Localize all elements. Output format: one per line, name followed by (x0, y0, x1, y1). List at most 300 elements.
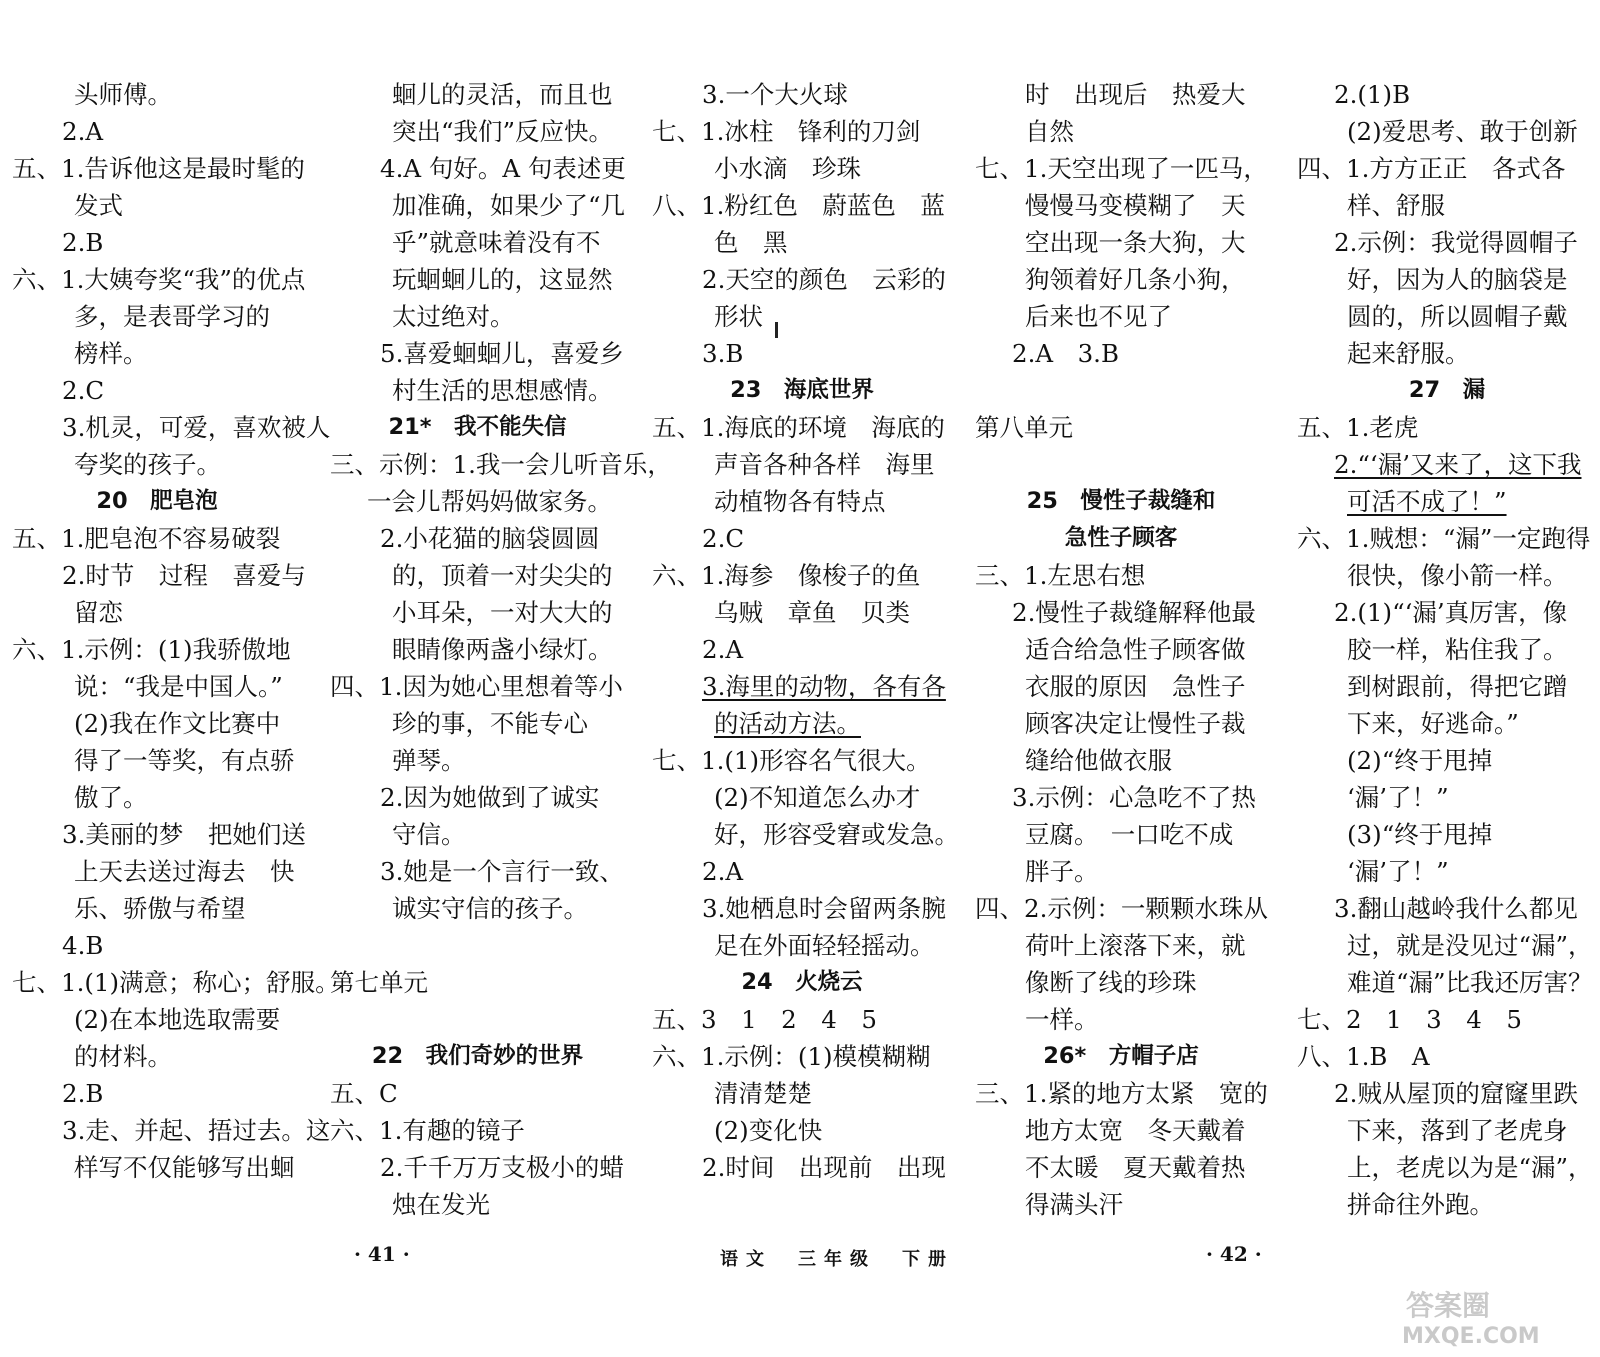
answer-line (975, 742, 1267, 779)
answer-line (1297, 927, 1597, 964)
answer-line (12, 705, 302, 742)
answer-text: 八、1.粉红色 蔚蓝色 蓝 (652, 191, 945, 220)
page-number-41: · 41 · (354, 1242, 410, 1266)
answer-text: 顾客决定让慢性子裁 (1025, 709, 1246, 738)
answer-line (330, 520, 625, 557)
answer-line (330, 224, 625, 261)
answer-line (975, 631, 1267, 668)
answer-line (975, 76, 1267, 113)
spacer (330, 927, 625, 964)
answer-line (652, 927, 952, 964)
answer-line (12, 1149, 302, 1186)
answer-line (1297, 1075, 1597, 1112)
answer-line (1297, 187, 1597, 224)
answer-text: 2.A (702, 635, 744, 664)
answer-text: 2.“‘漏’又来了，这下我 (1334, 450, 1582, 479)
answer-text: 缝给他做衣服 (1025, 746, 1172, 775)
answer-line (1297, 705, 1597, 742)
answer-text: 23 海底世界 (730, 377, 874, 403)
answer-text: 形状 (714, 302, 763, 331)
answer-line (330, 150, 625, 187)
answer-line (12, 742, 302, 779)
answer-line (652, 742, 952, 779)
answer-text: 五、3 1 2 4 5 (652, 1005, 877, 1034)
answer-line (975, 964, 1267, 1001)
answer-text: 六、1.有趣的镜子 (330, 1116, 525, 1145)
answer-text: 2.贼从屋顶的窟窿里跌 (1334, 1079, 1578, 1108)
answer-line (330, 853, 625, 890)
answer-text: 眼睛像两盏小绿灯。 (392, 635, 613, 664)
answer-line (652, 557, 952, 594)
answer-text: 难道“漏”比我还厉害？ (1347, 968, 1593, 997)
answer-line (975, 187, 1267, 224)
answer-text: 四、1.因为她心里想着等小 (330, 672, 623, 701)
answer-line (12, 779, 302, 816)
answer-text: 过，就是没见过“漏”， (1347, 931, 1593, 960)
answer-text: 头师傅。 (74, 80, 172, 109)
answer-line (652, 1112, 952, 1149)
answer-line (652, 520, 952, 557)
watermark-logo-text: 答案圈 (1406, 1289, 1491, 1322)
answer-text: 榜样。 (74, 339, 148, 368)
answer-text: 2.A 3.B (1012, 339, 1119, 368)
answer-text: 三、1.左思右想 (975, 561, 1146, 590)
answer-text: 四、2.示例：一颗颗水珠从 (975, 894, 1268, 923)
answer-text: 自然 (1025, 117, 1074, 146)
answer-line (1297, 668, 1597, 705)
answer-line (1297, 298, 1597, 335)
answer-text: 四、1.方方正正 各式各 (1297, 154, 1566, 183)
answer-text: 3.她是一个言行一致、 (380, 857, 624, 886)
answer-text: 五、C (330, 1079, 398, 1108)
answer-line (652, 76, 952, 113)
answer-line (652, 113, 952, 150)
answer-text: 村生活的思想感情。 (392, 376, 613, 405)
answer-line (652, 446, 952, 483)
lesson-heading (652, 964, 952, 1001)
answer-text: (2)我在作文比赛中 (74, 709, 281, 738)
answer-text: 25 慢性子裁缝和 (1026, 488, 1216, 514)
spacer (330, 1001, 625, 1038)
answer-line (12, 298, 302, 335)
answer-text: 很快，像小箭一样。 (1347, 561, 1568, 590)
answer-text: 突出“我们”反应快。 (392, 117, 614, 146)
answer-line (975, 557, 1267, 594)
answer-line (330, 1112, 625, 1149)
answer-line (330, 1149, 625, 1186)
answer-text: 2.因为她做到了诚实 (380, 783, 600, 812)
answer-text: 3.B (702, 339, 744, 368)
answer-text: 傲了。 (74, 783, 148, 812)
answer-text: 3.美丽的梦 把她们送 (62, 820, 306, 849)
answer-text: 空出现一条大狗，大 (1025, 228, 1246, 257)
answer-text: 六、1.海参 像梭子的鱼 (652, 561, 921, 590)
answer-text: ‘漏’了！” (1347, 857, 1449, 886)
watermark-text: MXQE.COM (1402, 1324, 1540, 1349)
answer-text: 26* 方帽子店 (1043, 1043, 1199, 1069)
answer-line (652, 409, 952, 446)
answer-text: 24 火烧云 (741, 969, 863, 995)
answer-text: 三、示例：1.我一会儿听音乐， (330, 450, 672, 479)
answer-line (330, 446, 672, 483)
answer-text: 六、1.示例：(1)我骄傲地 (12, 635, 291, 664)
answer-text: 2.天空的颜色 云彩的 (702, 265, 946, 294)
answer-text: 六、1.大姨夸奖“我”的优点 (12, 265, 306, 294)
answer-line (1297, 742, 1597, 779)
answer-line (1297, 594, 1597, 631)
answer-line (330, 816, 625, 853)
answer-column-1 (12, 76, 340, 1186)
answer-line (330, 113, 625, 150)
answer-text: 3.海里的动物，各有各 (702, 672, 946, 701)
lesson-heading (330, 409, 625, 446)
answer-text: 夸奖的孩子。 (74, 450, 221, 479)
answer-text: 3.她栖息时会留两条腕 (702, 894, 946, 923)
answer-line (1297, 779, 1597, 816)
answer-text: 4.A 句好。A 句表述更 (380, 154, 626, 183)
answer-text: 动植物各有特点 (714, 487, 886, 516)
answer-text: 说：“我是中国人。” (74, 672, 283, 701)
answer-line (12, 1112, 331, 1149)
answer-text: 发式 (74, 191, 123, 220)
answer-line (652, 261, 952, 298)
answer-text: 样写不仅能够写出蛔 (74, 1153, 295, 1182)
answer-text: 的活动方法。 (714, 709, 861, 738)
answer-column-3 (652, 76, 959, 1186)
answer-text: (2)爱思考、敢于创新 (1347, 117, 1578, 146)
answer-text: 诚实守信的孩子。 (392, 894, 588, 923)
answer-line (652, 1038, 952, 1075)
answer-text: 2.慢性子裁缝解释他最 (1012, 598, 1256, 627)
answer-line (12, 113, 302, 150)
answer-text: 慢慢马变模糊了 天 (1025, 191, 1246, 220)
answer-line (652, 668, 952, 705)
answer-line (12, 1038, 302, 1075)
answer-line (975, 1186, 1267, 1223)
answer-text: 小耳朵，一对大大的 (392, 598, 613, 627)
answer-line (330, 779, 625, 816)
answer-text: 拼命往外跑。 (1347, 1190, 1494, 1219)
answer-line (12, 150, 305, 187)
answer-line (330, 594, 625, 631)
answer-text: 22 我们奇妙的世界 (371, 1043, 584, 1069)
answer-line (975, 705, 1267, 742)
answer-text: 2.A (62, 117, 104, 146)
answer-text: (2)在本地选取需要 (74, 1005, 281, 1034)
answer-text: 五、1.告诉他这是最时髦的 (12, 154, 305, 183)
answer-text: 七、1.冰柱 锋利的刀剑 (652, 117, 921, 146)
answer-text: 七、1.(1)形容名气很大。 (652, 746, 931, 775)
answer-text: 2.C (62, 376, 105, 405)
answer-line (1297, 224, 1597, 261)
answer-line (12, 594, 302, 631)
answer-text: 七、1.(1)满意；称心；舒服。 (12, 968, 340, 997)
answer-line (975, 224, 1267, 261)
answer-text: 2.C (702, 524, 745, 553)
answer-line (330, 890, 625, 927)
answer-text: 好，因为人的脑袋是 (1347, 265, 1568, 294)
answer-text: 一样。 (1025, 1005, 1099, 1034)
answer-text: 留恋 (74, 598, 123, 627)
answer-text: 20 肥皂泡 (96, 488, 218, 514)
spacer (975, 446, 1267, 483)
answer-text: 起来舒服。 (1347, 339, 1470, 368)
answer-line (12, 446, 302, 483)
answer-line (652, 816, 959, 853)
lesson-heading (975, 520, 1267, 557)
answer-text: 可活不成了！” (1347, 487, 1507, 516)
answer-text: ‘漏’了！” (1347, 783, 1449, 812)
answer-line (1297, 1112, 1597, 1149)
answer-text: 2.A (702, 857, 744, 886)
answer-text: 清清楚楚 (714, 1079, 812, 1108)
answer-text: 2.(1)B (1334, 80, 1411, 109)
answer-line (330, 261, 625, 298)
answer-line (1297, 1001, 1597, 1038)
answer-line (652, 631, 952, 668)
answer-text: 3.机灵，可爱，喜欢被人 (62, 413, 331, 442)
answer-text: 乐、骄傲与希望 (74, 894, 246, 923)
lesson-heading (330, 1038, 625, 1075)
answer-line (652, 298, 952, 335)
answer-line (652, 853, 952, 890)
answer-text: 乎”就意味着没有不 (392, 228, 601, 257)
answer-text: 时 出现后 热爱大 (1025, 80, 1246, 109)
answer-line (12, 1001, 302, 1038)
answer-text: 适合给急性子顾客做 (1025, 635, 1246, 664)
answer-line (330, 964, 625, 1001)
answer-line (330, 298, 625, 335)
answer-text: 的，顶着一对尖尖的 (392, 561, 613, 590)
answer-text: 小水滴 珍珠 (714, 154, 861, 183)
answer-line (330, 705, 625, 742)
answer-line (12, 520, 302, 557)
answer-line (1297, 890, 1597, 927)
answer-line (975, 853, 1267, 890)
answer-text: (2)不知道怎么办才 (714, 783, 921, 812)
answer-text: 胶一样，粘住我了。 (1347, 635, 1568, 664)
answer-text: 地方太宽 冬天戴着 (1025, 1116, 1246, 1145)
answer-text: 乌贼 章鱼 贝类 (714, 598, 910, 627)
answer-text: 色 黑 (714, 228, 788, 257)
answer-line (330, 742, 625, 779)
book-title: 语文 三年级 下册 (720, 1249, 954, 1270)
answer-text: 到树跟前，得把它蹭 (1347, 672, 1568, 701)
answer-text: 珍的事，不能专心 (392, 709, 588, 738)
answer-text: 5.喜爱蛔蛔儿，喜爱乡 (380, 339, 624, 368)
answer-line (1297, 964, 1597, 1001)
answer-line (1297, 1186, 1597, 1223)
answer-line (975, 335, 1267, 372)
answer-text: 荷叶上滚落下来，就 (1025, 931, 1246, 960)
answer-text: 2.小花猫的脑袋圆圆 (380, 524, 600, 553)
answer-line (1297, 557, 1597, 594)
answer-line (652, 224, 952, 261)
answer-line (652, 890, 952, 927)
answer-column-5 (1297, 76, 1597, 1223)
answer-line (975, 927, 1267, 964)
answer-line (330, 76, 625, 113)
answer-line (652, 483, 952, 520)
answer-text: 得满头汗 (1025, 1190, 1123, 1219)
answer-text: 第八单元 (975, 413, 1073, 442)
watermark-logo (1398, 1283, 1568, 1349)
answer-line (975, 1149, 1267, 1186)
answer-text: 足在外面轻轻摇动。 (714, 931, 935, 960)
answer-text: 五、1.肥皂泡不容易破裂 (12, 524, 281, 553)
answer-text: 太过绝对。 (392, 302, 515, 331)
answer-line (652, 1001, 952, 1038)
answer-line (330, 372, 625, 409)
answer-text: 七、2 1 3 4 5 (1297, 1005, 1522, 1034)
answer-text: 胖子。 (1025, 857, 1099, 886)
page-number-42: · 42 · (1206, 1242, 1262, 1266)
answer-line (975, 1075, 1267, 1112)
answer-text: 2.B (62, 1079, 104, 1108)
stray-pen-mark (775, 322, 778, 338)
answer-line (12, 76, 302, 113)
answer-line (330, 668, 625, 705)
answer-text: 守信。 (392, 820, 466, 849)
answer-text: 不太暖 夏天戴着热 (1025, 1153, 1246, 1182)
answer-line (652, 335, 952, 372)
answer-text: 好，形容受窘或发急。 (714, 820, 959, 849)
lesson-heading (12, 483, 302, 520)
answer-line (975, 668, 1267, 705)
answer-text: 狗领着好几条小狗， (1025, 265, 1246, 294)
answer-line (975, 150, 1267, 187)
answer-text: 三、1.紧的地方太紧 宽的 (975, 1079, 1268, 1108)
answer-line (1297, 150, 1597, 187)
answer-line (330, 1075, 625, 1112)
answer-text: 后来也不见了 (1025, 302, 1172, 331)
answer-text: 3.示例：心急吃不了热 (1012, 783, 1256, 812)
answer-text: (2)变化快 (714, 1116, 823, 1145)
answer-line (12, 927, 302, 964)
answer-text: 五、1.海底的环境 海底的 (652, 413, 945, 442)
answer-line (1297, 520, 1597, 557)
answer-column-2 (330, 76, 672, 1223)
answer-line (975, 261, 1267, 298)
answer-text: 下来，落到了老虎身 (1347, 1116, 1568, 1145)
answer-line (652, 779, 952, 816)
answer-text: 六、1.贼想：“漏”一定跑得 (1297, 524, 1591, 553)
answer-text: 多，是表哥学习的 (74, 302, 270, 331)
answer-line (975, 816, 1267, 853)
answer-text: 蛔儿的灵活，而且也 (392, 80, 613, 109)
answer-line (12, 224, 302, 261)
answer-text: 急性子顾客 (1064, 525, 1178, 551)
answer-line (12, 557, 306, 594)
answer-line (12, 816, 306, 853)
answer-line (1297, 1149, 1597, 1186)
answer-line (652, 705, 952, 742)
answer-text: 4.B (62, 931, 104, 960)
answer-text: 七、1.天空出现了一匹马， (975, 154, 1268, 183)
answer-line (12, 853, 302, 890)
answer-line (1297, 853, 1597, 890)
answer-line (975, 113, 1267, 150)
answer-line (330, 335, 625, 372)
answer-text: 21* 我不能失信 (388, 414, 567, 440)
answer-line (12, 187, 302, 224)
answer-text: 第七单元 (330, 968, 428, 997)
answer-text: 六、1.示例：(1)模模糊糊 (652, 1042, 931, 1071)
answer-text: 豆腐。 一口吃不成 (1025, 820, 1234, 849)
answer-text: 声音各种各样 海里 (714, 450, 935, 479)
answer-line (975, 409, 1267, 446)
answer-line (975, 779, 1267, 816)
answer-line (330, 1186, 625, 1223)
answer-line (1297, 1038, 1597, 1075)
answer-text: 玩蛔蛔儿的，这显然 (392, 265, 613, 294)
spacer (975, 372, 1267, 409)
answer-line (12, 890, 302, 927)
answer-line (12, 964, 340, 1001)
watermark-icon (1398, 1283, 1568, 1349)
answer-line (975, 890, 1267, 927)
answer-line (652, 187, 952, 224)
answer-line (330, 483, 625, 520)
answer-line (975, 1112, 1267, 1149)
lesson-heading (652, 372, 952, 409)
answer-text: (3)“终于甩掉 (1347, 820, 1493, 849)
lesson-heading (975, 1038, 1267, 1075)
answer-text: 样、舒服 (1347, 191, 1445, 220)
answer-text: 烛在发光 (392, 1190, 490, 1219)
answer-text: 五、1.老虎 (1297, 413, 1419, 442)
answer-text: 衣服的原因 急性子 (1025, 672, 1246, 701)
answer-text: 加准确，如果少了“几 (392, 191, 626, 220)
answer-line (1297, 446, 1597, 483)
answer-text: 2.时节 过程 喜爱与 (62, 561, 306, 590)
answer-line (652, 1149, 952, 1186)
answer-column-4 (975, 76, 1267, 1223)
answer-line (12, 335, 302, 372)
answer-line (12, 1075, 302, 1112)
answer-text: 像断了线的珍珠 (1025, 968, 1197, 997)
answer-line (652, 594, 952, 631)
answer-line (1297, 113, 1597, 150)
answer-text: 圆的，所以圆帽子戴 (1347, 302, 1568, 331)
answer-text: 得了一等奖，有点骄 (74, 746, 295, 775)
answer-text: 2.(1)“‘漏’真厉害，像 (1334, 598, 1568, 627)
answer-line (330, 631, 625, 668)
answer-text: 2.时间 出现前 出现 (702, 1153, 946, 1182)
answer-text: 2.示例：我觉得圆帽子 (1334, 228, 1578, 257)
answer-line (1297, 816, 1597, 853)
answer-text: 一会儿帮妈妈做家务。 (367, 487, 612, 516)
answer-line (12, 409, 331, 446)
answer-text: 3.翻山越岭我什么都见 (1334, 894, 1578, 923)
answer-text: 2.B (62, 228, 104, 257)
answer-line (12, 631, 302, 668)
answer-line (1297, 483, 1597, 520)
answer-line (12, 668, 302, 705)
answer-text: 27 漏 (1408, 377, 1486, 403)
answer-text: (2)“终于甩掉 (1347, 746, 1493, 775)
answer-line (1297, 76, 1597, 113)
answer-text: 上，老虎以为是“漏”， (1347, 1153, 1593, 1182)
answer-line (1297, 631, 1597, 668)
answer-line (652, 1075, 952, 1112)
answer-text: 的材料。 (74, 1042, 172, 1071)
answer-line (975, 1001, 1267, 1038)
lesson-heading (1297, 372, 1597, 409)
answer-line (12, 372, 302, 409)
answer-line (652, 150, 952, 187)
answer-line (975, 298, 1267, 335)
